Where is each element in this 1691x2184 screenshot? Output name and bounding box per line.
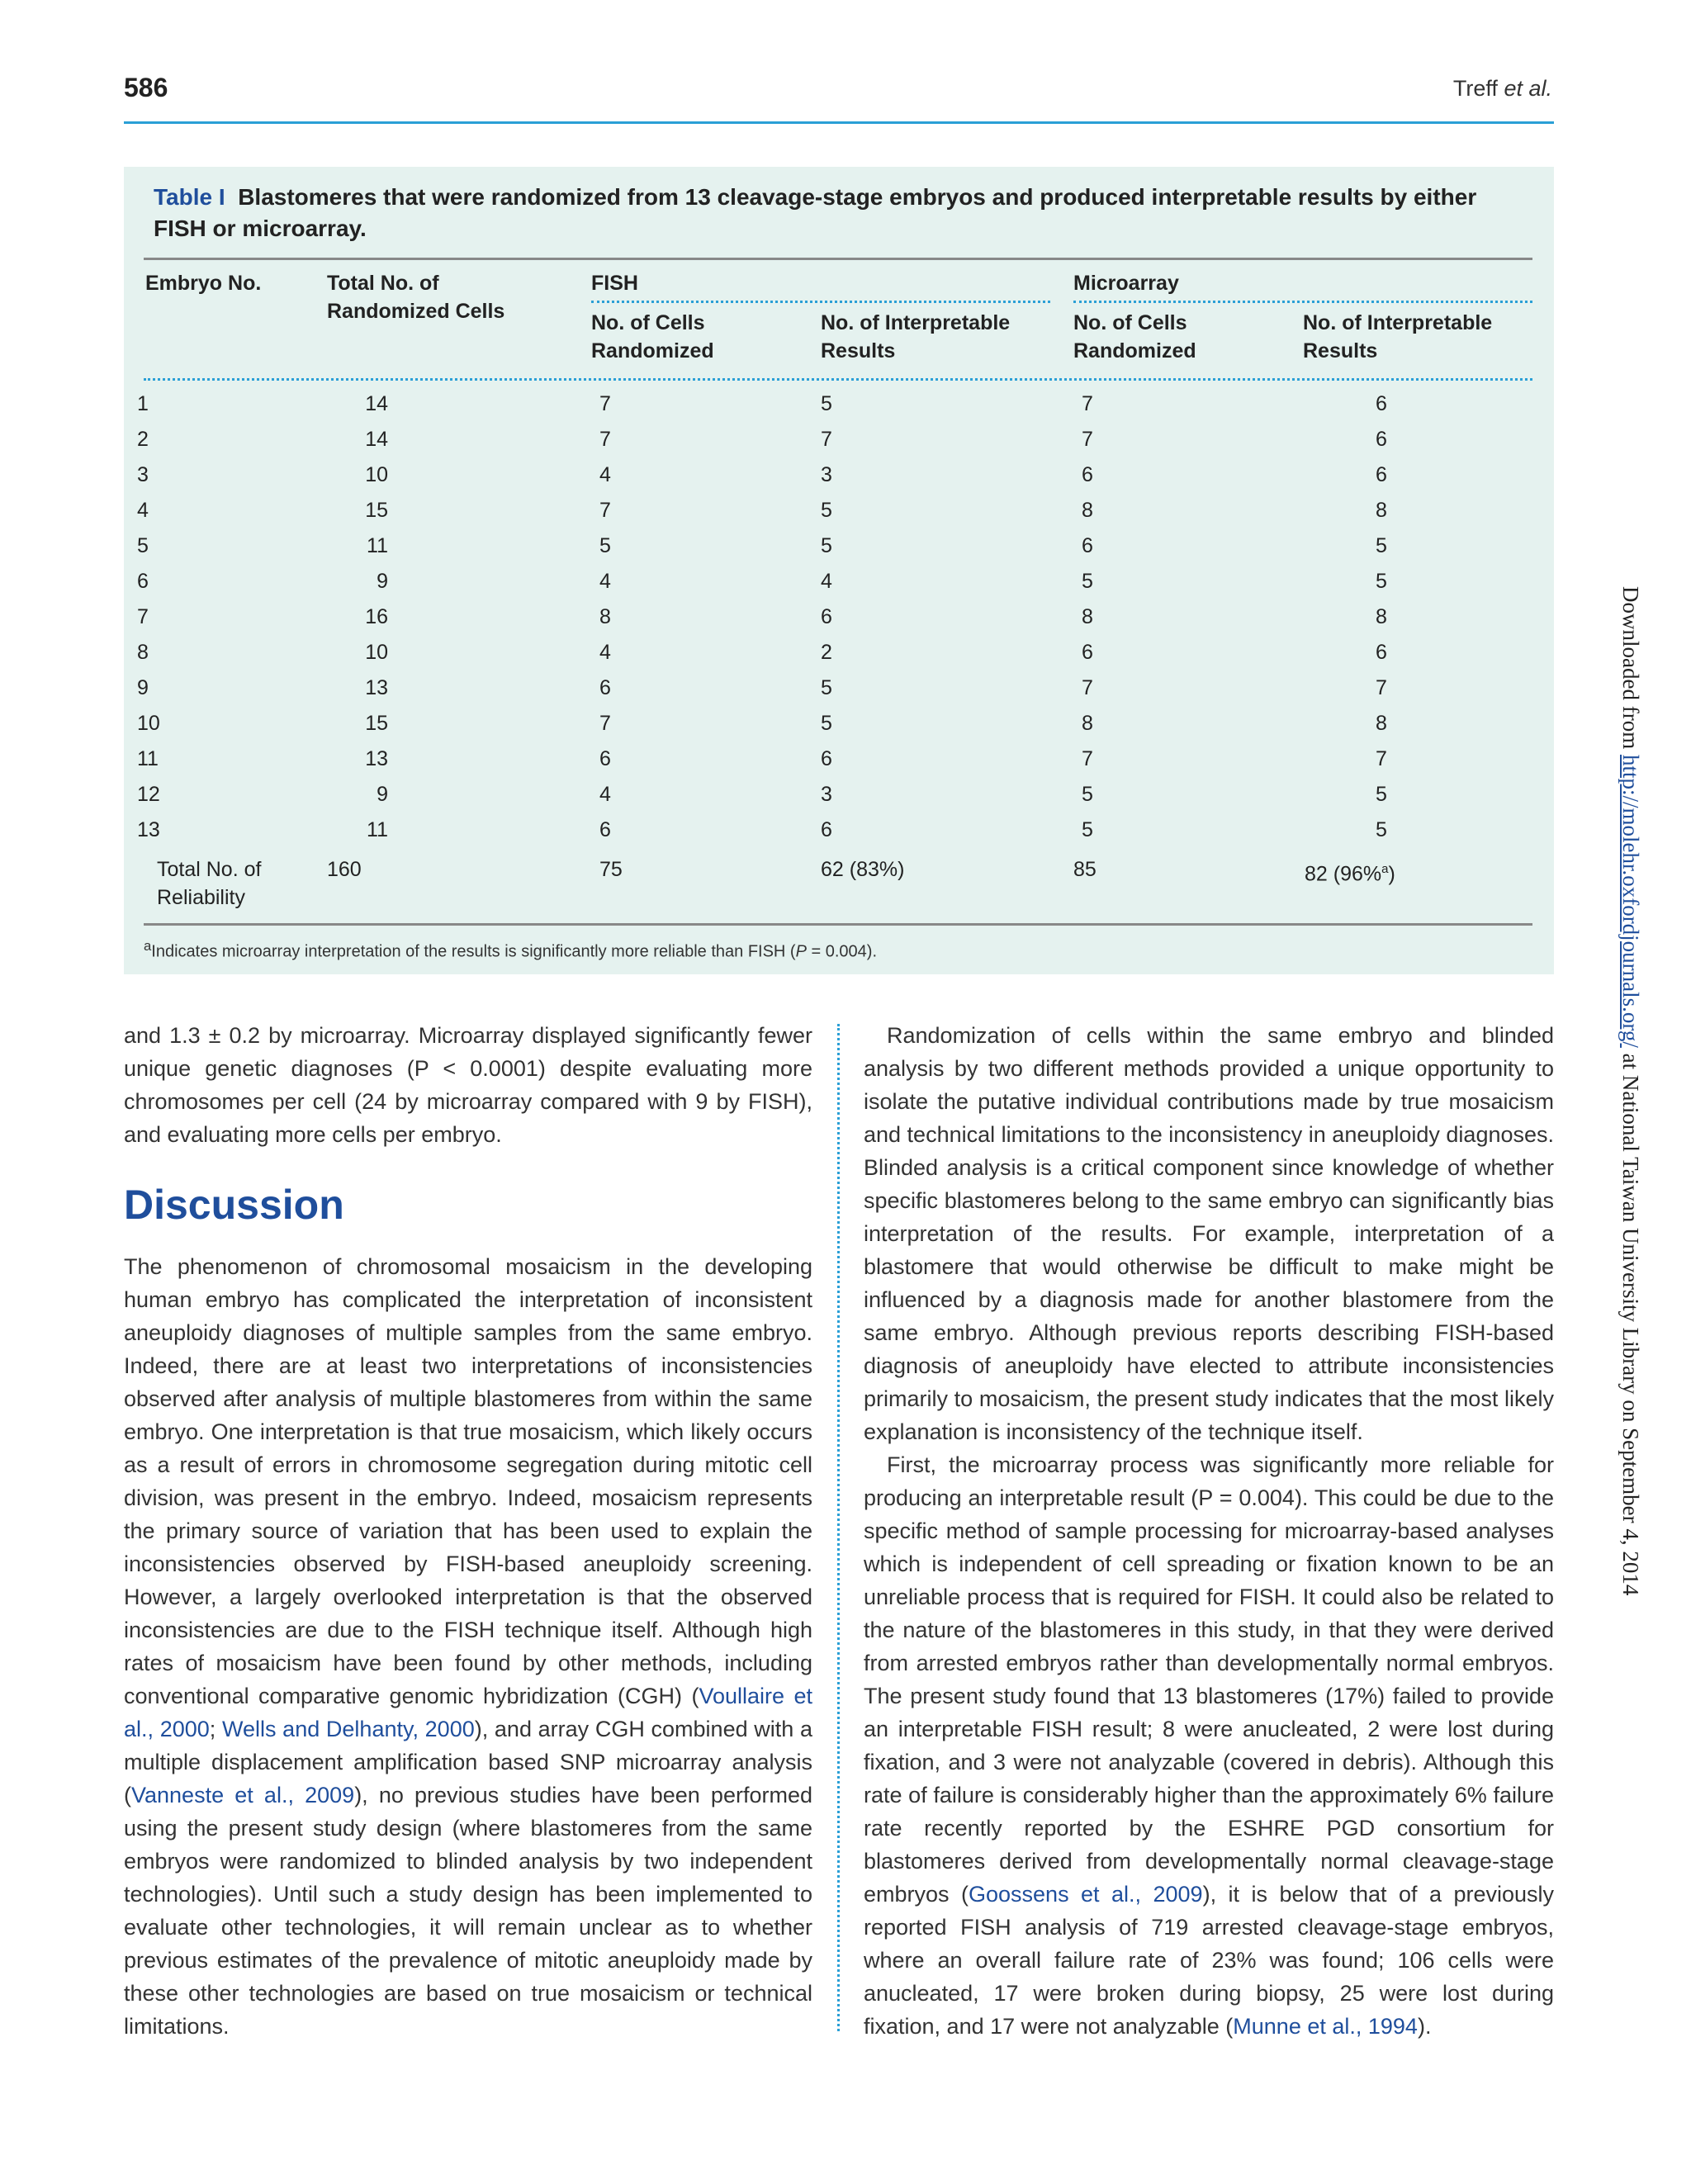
header-fish-cells: No. of Cells Randomized bbox=[591, 311, 714, 362]
table-top-rule bbox=[144, 258, 1532, 260]
cell-micro-interpretable: 5 bbox=[1376, 818, 1387, 841]
cell-micro-interpretable: 7 bbox=[1376, 747, 1387, 770]
cell-embryo-no: 3 bbox=[137, 463, 149, 486]
cell-total-randomized: 10 bbox=[365, 463, 388, 486]
ref-munne-link[interactable]: Munne et al., 1994 bbox=[1233, 2014, 1418, 2039]
cell-fish-interpretable: 5 bbox=[821, 712, 832, 735]
cell-micro-cells: 8 bbox=[1082, 605, 1093, 628]
cell-micro-interpretable: 8 bbox=[1376, 499, 1387, 522]
cell-total-randomized: 9 bbox=[377, 570, 388, 593]
cell-fish-interpretable: 3 bbox=[821, 783, 832, 806]
right-paragraph-2: First, the microarray process was significantly more reliable for producing an interpretable result (P = 0.004). This could be due to the specific method of sample processing for microarray-based analyses which is independent of cell spreading or fixation known to be an unreliable process that is required for FISH. It could also be related to the nature of the blastomeres in this study, in that they were derived from arrested embryos rather than developmentally normal embryos. The present study found that 13 blastomeres (17%) failed to provide an interpretable FISH result; 8 were anucleated, 2 were lost during fixation, and 3 were not analyzable (covered in debris). Although this rate of failure is considerably higher than the approximately 6% failure rate recently reported by the ESHRE PGD consortium for blastomeres derived from developmentally normal cleavage-stage embryos (Goossens et al., 2009), it is below that of a previously reported FISH analysis of 719 arrested cleavage-stage embryos, where an overall failure rate of 23% was found; 106 cells were anucleated, 17 were broken during biopsy, 25 were lost during fixation, and 17 were not analyzable (Munne et al., 1994). bbox=[864, 1452, 1555, 2039]
header-embryo-no: Embryo No. bbox=[145, 272, 262, 295]
cell-fish-cells: 7 bbox=[599, 428, 611, 451]
running-head-suffix: et al. bbox=[1504, 76, 1552, 101]
cell-fish-interpretable: 5 bbox=[821, 499, 832, 522]
cell-total-randomized: 11 bbox=[367, 818, 388, 841]
header-rule bbox=[124, 121, 1554, 124]
cell-fish-interpretable: 5 bbox=[821, 534, 832, 557]
cell-fish-interpretable: 7 bbox=[821, 428, 832, 451]
microarray-group-rule bbox=[1073, 301, 1532, 303]
cell-total-randomized: 13 bbox=[365, 747, 388, 770]
cell-micro-cells: 5 bbox=[1082, 570, 1093, 593]
ref-goossens-link[interactable]: Goossens et al., 2009 bbox=[969, 1882, 1203, 1907]
cell-micro-interpretable: 6 bbox=[1376, 392, 1387, 415]
ref-voullaire-link[interactable]: Voullaire et al., 2000 bbox=[124, 1684, 812, 1741]
cell-total-randomized: 11 bbox=[367, 534, 388, 557]
cell-fish-cells: 4 bbox=[599, 641, 611, 664]
cell-total-randomized: 10 bbox=[365, 641, 388, 664]
cell-fish-interpretable: 3 bbox=[821, 463, 832, 486]
cell-micro-interpretable: 6 bbox=[1376, 428, 1387, 451]
total-row-micro-cells: 85 bbox=[1073, 858, 1097, 881]
cell-micro-cells: 8 bbox=[1082, 712, 1093, 735]
cell-total-randomized: 15 bbox=[365, 712, 388, 735]
download-side-note: Downloaded from http://molehr.oxfordjournals.org/ at National Taiwan University Library on September 4, 2014 bbox=[1618, 586, 1643, 1596]
left-column-discussion bbox=[124, 1250, 812, 2043]
total-row-micro-interp: 82 (96%$^a$) bbox=[1305, 862, 1395, 886]
cell-fish-cells: 4 bbox=[599, 570, 611, 593]
cell-micro-cells: 5 bbox=[1082, 818, 1093, 841]
cell-micro-interpretable: 5 bbox=[1376, 534, 1387, 557]
cell-fish-interpretable: 4 bbox=[821, 570, 832, 593]
cell-embryo-no: 9 bbox=[137, 676, 149, 699]
page-number: 586 bbox=[124, 73, 168, 102]
cell-fish-interpretable: 6 bbox=[821, 605, 832, 628]
header-fish-interpretable: No. of Interpretable Results bbox=[821, 311, 1011, 362]
cell-fish-cells: 6 bbox=[599, 747, 611, 770]
cell-fish-cells: 7 bbox=[599, 712, 611, 735]
cell-fish-interpretable: 6 bbox=[821, 818, 832, 841]
cell-micro-cells: 5 bbox=[1082, 783, 1093, 806]
cell-total-randomized: 9 bbox=[377, 783, 388, 806]
cell-embryo-no: 10 bbox=[137, 712, 160, 735]
cell-total-randomized: 13 bbox=[365, 676, 388, 699]
header-micro-cells: No. of Cells Randomized bbox=[1073, 311, 1196, 362]
header-divider-rule bbox=[144, 378, 1532, 381]
cell-total-randomized: 16 bbox=[365, 605, 388, 628]
total-row-total: 160 bbox=[327, 858, 362, 881]
ref-wells-link[interactable]: Wells and Delhanty, 2000 bbox=[221, 1717, 475, 1741]
cell-total-randomized: 14 bbox=[365, 392, 388, 415]
cell-embryo-no: 6 bbox=[137, 570, 149, 593]
cell-micro-cells: 7 bbox=[1082, 392, 1093, 415]
cell-fish-interpretable: 6 bbox=[821, 747, 832, 770]
cell-micro-interpretable: 5 bbox=[1376, 570, 1387, 593]
left-column-intro bbox=[124, 1019, 812, 1151]
cell-micro-cells: 6 bbox=[1082, 534, 1093, 557]
header-micro-interpretable: No. of Interpretable Results bbox=[1303, 311, 1493, 362]
cell-embryo-no: 12 bbox=[137, 783, 160, 806]
header-fish: FISH bbox=[591, 272, 638, 295]
right-column bbox=[864, 1019, 1554, 2043]
table-label: Table I bbox=[154, 184, 225, 210]
cell-micro-cells: 7 bbox=[1082, 428, 1093, 451]
total-row-label: Total No. of Reliability bbox=[157, 858, 262, 909]
cell-embryo-no: 5 bbox=[137, 534, 149, 557]
running-head-author: Treff bbox=[1452, 76, 1498, 101]
cell-fish-cells: 5 bbox=[599, 534, 611, 557]
table-bottom-rule bbox=[144, 923, 1532, 926]
right-paragraph-1: Randomization of cells within the same embryo and blinded analysis by two different methods provided a unique opportunity to isolate the putative individual contributions made by true mosaicism and technical limitations to the inconsistency in aneuploidy diagnoses. Blinded analysis is a critical component since knowledge of whether specific blastomeres belong to the same embryo can significantly bias interpretation of the results. For example, interpretation of a blastomere that would otherwise be difficult to make might be influenced by a diagnosis made for another blastomere from the same embryo. Although previous reports describing FISH-based diagnosis of aneuploidy have elected to attribute inconsistencies primarily to mosaicism, the present study indicates that the most likely explanation is inconsistency of the technique itself. bbox=[864, 1023, 1555, 1444]
cell-fish-cells: 7 bbox=[599, 392, 611, 415]
cell-micro-interpretable: 6 bbox=[1376, 463, 1387, 486]
cell-fish-cells: 8 bbox=[599, 605, 611, 628]
cell-micro-cells: 6 bbox=[1082, 463, 1093, 486]
cell-embryo-no: 4 bbox=[137, 499, 149, 522]
cell-micro-cells: 7 bbox=[1082, 747, 1093, 770]
cell-fish-interpretable: 5 bbox=[821, 676, 832, 699]
column-divider bbox=[837, 1024, 840, 2031]
ref-vanneste-link[interactable]: Vanneste et al., 2009 bbox=[131, 1783, 355, 1807]
fish-group-rule bbox=[591, 301, 1050, 303]
cell-fish-cells: 4 bbox=[599, 783, 611, 806]
cell-micro-interpretable: 8 bbox=[1376, 605, 1387, 628]
cell-fish-cells: 4 bbox=[599, 463, 611, 486]
cell-fish-cells: 6 bbox=[599, 676, 611, 699]
discussion-heading: Discussion bbox=[124, 1182, 344, 1228]
results-continuation-paragraph: and 1.3 ± 0.2 by microarray. Microarray displayed significantly fewer unique genetic diagnoses (P < 0.0001) despite evaluating more chromosomes per cell (24 by microarray compared with 9 by FISH), and evaluating more cells per embryo. bbox=[124, 1023, 812, 1147]
cell-micro-interpretable: 6 bbox=[1376, 641, 1387, 664]
cell-fish-interpretable: 2 bbox=[821, 641, 832, 664]
cell-micro-interpretable: 5 bbox=[1376, 783, 1387, 806]
cell-total-randomized: 15 bbox=[365, 499, 388, 522]
cell-embryo-no: 8 bbox=[137, 641, 149, 664]
cell-micro-interpretable: 8 bbox=[1376, 712, 1387, 735]
cell-fish-cells: 7 bbox=[599, 499, 611, 522]
table-caption-text: Blastomeres that were randomized from 13 cleavage-stage embryos and produced interpretable results by either FISH or microarray. bbox=[154, 184, 1477, 241]
cell-embryo-no: 7 bbox=[137, 605, 149, 628]
total-row-fish-cells: 75 bbox=[599, 858, 623, 881]
header-total-randomized: Total No. of Randomized Cells bbox=[327, 272, 505, 323]
header-microarray: Microarray bbox=[1073, 272, 1179, 295]
discussion-paragraph-1: The phenomenon of chromosomal mosaicism in the developing human embryo has complicated the interpretation of inconsistent aneuploidy diagnoses of multiple samples from the same embryo. Indeed, there are at least two interpretations of inconsistencies observed after analysis of multiple blastomeres from within the same embryo. One interpretation is that true mosaicism, which likely occurs as a result of errors in chromosome segregation during mitotic cell division, was present in the embryo. Indeed, mosaicism represents the primary source of variation that has been used to explain the inconsistencies observed by FISH-based aneuploidy screening. However, a largely overlooked interpretation is that the observed inconsistencies are due to the FISH technique itself. Although high rates of mosaicism have been found by other methods, including conventional comparative genomic hybridization (CGH) (Voullaire et al., 2000; Wells and Delhanty, 2000), and array CGH combined with a multiple displacement amplification based SNP microarray analysis (Vanneste et al., 2009), no previous studies have been performed using the present study design (where blastomeres from the same embryos were randomized to blinded analysis by two independent technologies). Until such a study design has been implemented to evaluate other technologies, it will remain unclear as to whether previous estimates of the prevalence of mitotic aneuploidy made by these other technologies are based on true mosaicism or technical limitations. bbox=[124, 1254, 813, 2039]
cell-micro-cells: 7 bbox=[1082, 676, 1093, 699]
cell-embryo-no: 2 bbox=[137, 428, 149, 451]
cell-micro-cells: 6 bbox=[1082, 641, 1093, 664]
cell-embryo-no: 11 bbox=[137, 747, 159, 770]
table-caption bbox=[154, 182, 1524, 244]
running-head bbox=[1453, 76, 1552, 102]
cell-fish-interpretable: 5 bbox=[821, 392, 832, 415]
cell-fish-cells: 6 bbox=[599, 818, 611, 841]
cell-embryo-no: 1 bbox=[137, 392, 149, 415]
total-row-fish-interp: 62 (83%) bbox=[821, 858, 905, 881]
journal-url-link[interactable]: http://molehr.oxfordjournals.org/ bbox=[1618, 754, 1643, 1048]
cell-total-randomized: 14 bbox=[365, 428, 388, 451]
cell-micro-cells: 8 bbox=[1082, 499, 1093, 522]
table-footnote: $^a$Indicates microarray interpretation of the results is significantly more reliable than FISH (P = 0.004). bbox=[144, 938, 877, 961]
cell-micro-interpretable: 7 bbox=[1376, 676, 1387, 699]
table-1 bbox=[124, 167, 1554, 974]
cell-embryo-no: 13 bbox=[137, 818, 160, 841]
